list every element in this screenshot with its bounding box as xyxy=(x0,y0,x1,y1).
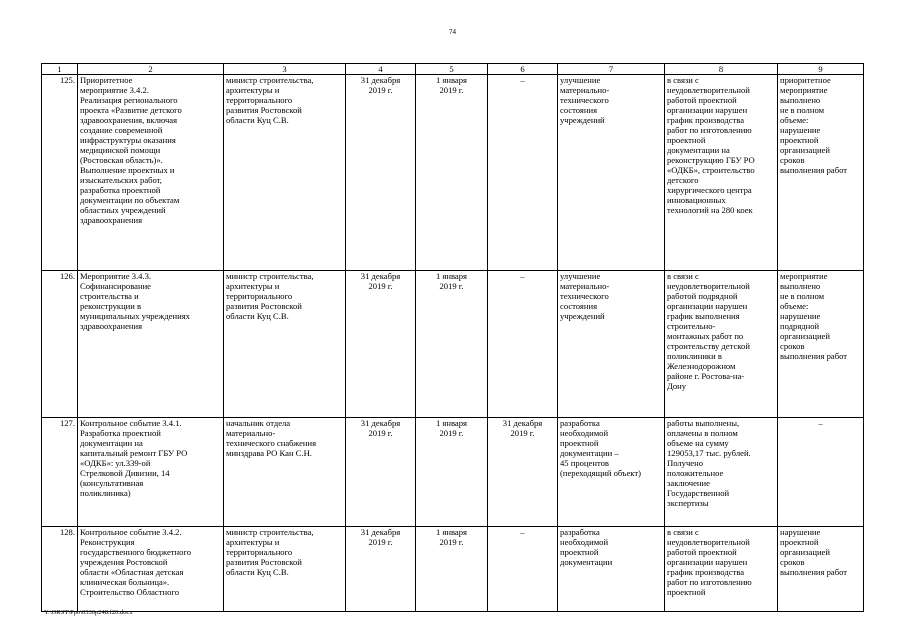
fact-date-cell: – xyxy=(488,75,558,271)
forecast-date-cell: 1 января 2019 г. xyxy=(416,418,488,527)
reason-cell: в связи с неудовлетворительной работой проектной организации нарушен график производства работ по изготовлению проектной xyxy=(665,527,778,612)
note-cell: мероприятие выполнено не в полном объеме: нарушение подрядной организацией сроков выполнения работ xyxy=(778,271,864,418)
result-cell: улучшение материально- технического состояния учреждений xyxy=(558,75,665,271)
responsible-cell: начальник отдела материально- технического снабжения минздрава РО Кан С.Н. xyxy=(224,418,346,527)
forecast-date-cell: 1 января 2019 г. xyxy=(416,271,488,418)
forecast-date-cell: 1 января 2019 г. xyxy=(416,527,488,612)
column-number: 3 xyxy=(224,64,346,75)
row-number: 127. xyxy=(42,418,78,527)
column-number: 9 xyxy=(778,64,864,75)
page-number: 74 xyxy=(449,28,456,36)
result-cell: разработка необходимой проектной документации – 45 процентов (переходящий объект) xyxy=(558,418,665,527)
column-number: 8 xyxy=(665,64,778,75)
column-number-row xyxy=(42,64,864,75)
report-table xyxy=(41,63,864,612)
table-row xyxy=(42,75,864,271)
column-number: 5 xyxy=(416,64,488,75)
result-cell: разработка необходимой проектной документации xyxy=(558,527,665,612)
column-number: 4 xyxy=(346,64,416,75)
footer-file-path: Y:\ORST\Ppo\0330p248.f20.docx xyxy=(44,609,133,616)
note-cell: – xyxy=(778,418,864,527)
plan-date-cell: 31 декабря 2019 г. xyxy=(346,418,416,527)
table-row xyxy=(42,271,864,418)
row-number: 128. xyxy=(42,527,78,612)
table-row xyxy=(42,527,864,612)
responsible-cell: министр строительства, архитектуры и территориального развития Ростовской области Куц С.В. xyxy=(224,271,346,418)
column-number: 2 xyxy=(78,64,224,75)
column-number: 1 xyxy=(42,64,78,75)
reason-cell: работы выполнены, оплачены в полном объеме на сумму 129053,17 тыс. рублей. Получено положительное заключение Государственной экспертизы xyxy=(665,418,778,527)
row-number: 125. xyxy=(42,75,78,271)
event-name-cell: Контрольное событие 3.4.1. Разработка проектной документации на капитальный ремонт ГБУ РО «ОДКБ»: ул.339-ой Стрелковой Дивизии, 14 (консультативная поликлиника) xyxy=(78,418,224,527)
column-number: 7 xyxy=(558,64,665,75)
event-name-cell: Контрольное событие 3.4.2. Реконструкция государственного бюджетного учреждения Ростовской области «Областная детская клиническая больница». Строительство Областного xyxy=(78,527,224,612)
event-name-cell: Приоритетное мероприятие 3.4.2. Реализация регионального проекта «Развитие детского здравоохранения, включая создание современной инфраструктуры оказания медицинской помощи (Ростовская область)». Выполнение проектных и изыскательских работ, разработка проектной документации по объектам областных учреждений здравоохранения xyxy=(78,75,224,271)
fact-date-cell: – xyxy=(488,527,558,612)
fact-date-cell: 31 декабря 2019 г. xyxy=(488,418,558,527)
column-number: 6 xyxy=(488,64,558,75)
table-row xyxy=(42,418,864,527)
forecast-date-cell: 1 января 2019 г. xyxy=(416,75,488,271)
result-cell: улучшение материально- технического состояния учреждений xyxy=(558,271,665,418)
note-cell: приоритетное мероприятие выполнено не в полном объеме: нарушение проектной организацией сроков выполнения работ xyxy=(778,75,864,271)
event-name-cell: Мероприятие 3.4.3. Софинансирование строительства и реконструкции в муниципальных учреждениях здравоохранения xyxy=(78,271,224,418)
responsible-cell: министр строительства, архитектуры и территориального развития Ростовской области Куц С.В. xyxy=(224,527,346,612)
reason-cell: в связи с неудовлетворительной работой проектной организации нарушен график производства работ по изготовлению проектной документации на реконструкцию ГБУ РО «ОДКБ», строительство детского хирургического центра инновационных технологий на 280 коек xyxy=(665,75,778,271)
note-cell: нарушение проектной организацией сроков выполнения работ xyxy=(778,527,864,612)
fact-date-cell: – xyxy=(488,271,558,418)
plan-date-cell: 31 декабря 2019 г. xyxy=(346,75,416,271)
responsible-cell: министр строительства, архитектуры и территориального развития Ростовской области Куц С.В. xyxy=(224,75,346,271)
plan-date-cell: 31 декабря 2019 г. xyxy=(346,527,416,612)
plan-date-cell: 31 декабря 2019 г. xyxy=(346,271,416,418)
reason-cell: в связи с неудовлетворительной работой подрядной организации нарушен график выполнения строительно- монтажных работ по строительству детской поликлиники в Железнодорожном районе г. Ростова-на- Дону xyxy=(665,271,778,418)
row-number: 126. xyxy=(42,271,78,418)
